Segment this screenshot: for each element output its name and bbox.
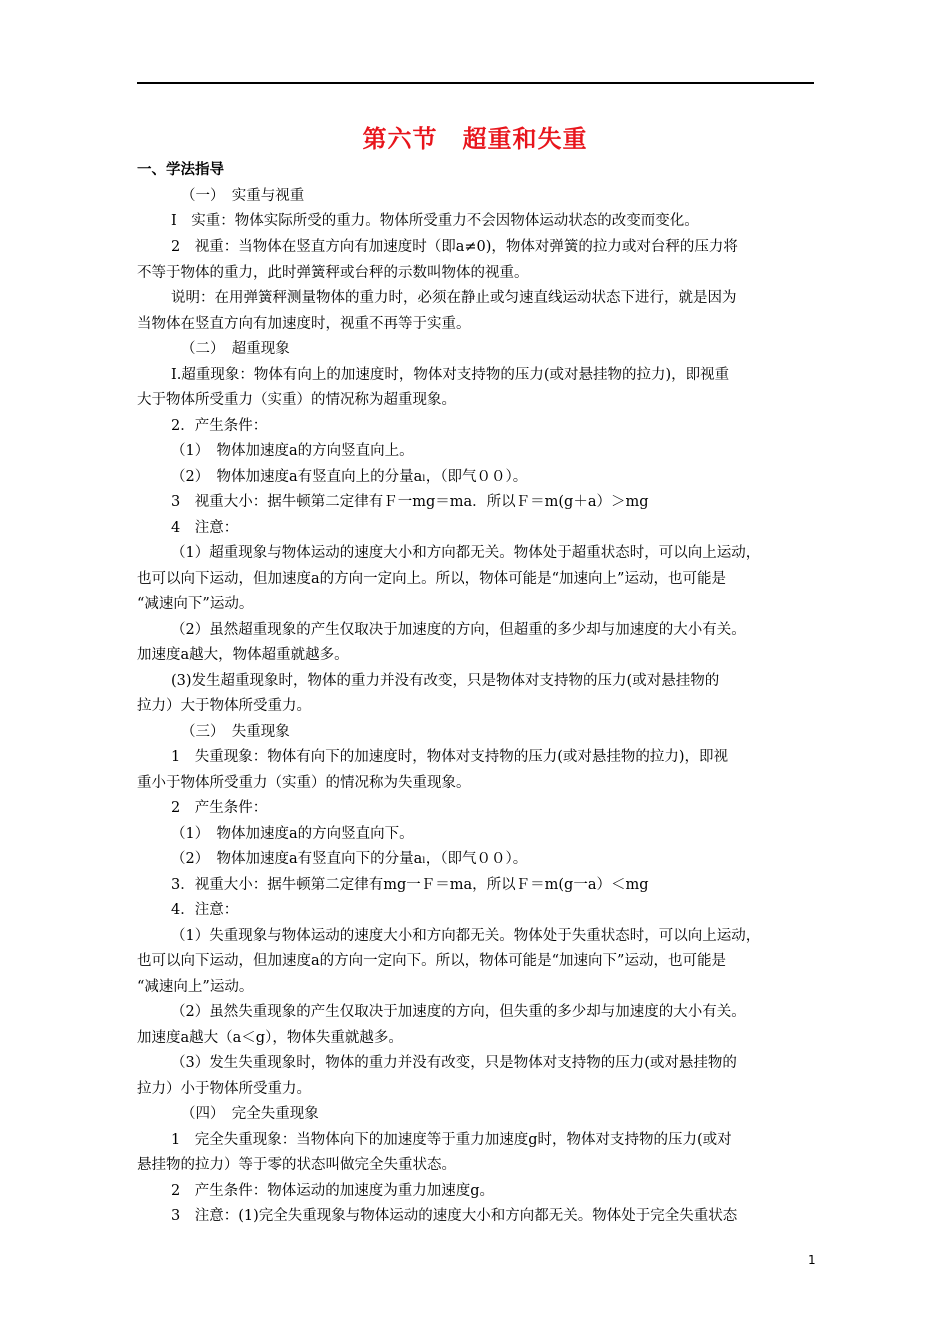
paragraph-line: （2）虽然超重现象的产生仅取决于加速度的方向，但超重的多少却与加速度的大小有关。 [171, 622, 746, 638]
paragraph-line: 2 视重：当物体在竖直方向有加速度时（即a≠0)，物体对弹簧的拉力或对台秤的压力将 [171, 239, 738, 255]
paragraph-line: 1 完全失重现象：当物体向下的加速度等于重力加速度g时，物体对支持物的压力(或对 [171, 1132, 732, 1148]
paragraph-line: 2 产生条件：物体运动的加速度为重力加速度g。 [171, 1183, 495, 1199]
paragraph-line: 当物体在竖直方向有加速度时，视重不再等于实重。 [137, 316, 471, 332]
paragraph-line: (3)发生超重现象时，物体的重力并没有改变，只是物体对支持物的压力(或对悬挂物的 [171, 673, 720, 689]
paragraph-line: 拉力）大于物体所受重力。 [137, 698, 311, 714]
paragraph-line: （1） 物体加速度a的方向竖直向上。 [171, 443, 414, 459]
paragraph-line: （1） 物体加速度a的方向竖直向下。 [171, 826, 414, 842]
paragraph-line: （2） 物体加速度a有竖直向上的分量aₗ，（即气００）。 [171, 469, 528, 485]
paragraph-line: 也可以向下运动，但加速度a的方向一定向上。所以，物体可能是“加速向上”运动，也可能是 [137, 571, 726, 587]
paragraph-line: 2 产生条件： [171, 800, 268, 816]
paragraph-line: 加速度a越大，物体超重就越多。 [137, 647, 349, 663]
paragraph-line: 4．注意： [171, 902, 239, 918]
paragraph-line: 大于物体所受重力（实重）的情况称为超重现象。 [137, 392, 456, 408]
paragraph-line: 4 注意： [171, 520, 239, 536]
page-number: 1 [808, 1253, 816, 1267]
paragraph-line: 1 失重现象：物体有向下的加速度时，物体对支持物的压力(或对悬挂物的拉力)，即视 [171, 749, 729, 765]
paragraph-line: 2．产生条件： [171, 418, 268, 434]
paragraph-line: 也可以向下运动，但加速度a的方向一定向下。所以，物体可能是“加速向下”运动，也可能是 [137, 953, 726, 969]
section-heading: 一、学法指导 [137, 162, 224, 178]
page-title: 第六节 超重和失重 [362, 125, 588, 153]
paragraph-line: 3 注意：(1)完全失重现象与物体运动的速度大小和方向都无关。物体处于完全失重状态 [171, 1208, 738, 1224]
paragraph-line: “减速向下”运动。 [137, 596, 254, 612]
paragraph-line: （2）虽然失重现象的产生仅取决于加速度的方向，但失重的多少却与加速度的大小有关。 [171, 1004, 746, 1020]
paragraph-line: （2） 物体加速度a有竖直向下的分量aₗ，（即气００）。 [171, 851, 528, 867]
paragraph-line: 重小于物体所受重力（实重）的情况称为失重现象。 [137, 775, 471, 791]
paragraph-line: （3）发生失重现象时，物体的重力并没有改变，只是物体对支持物的压力(或对悬挂物的 [171, 1055, 737, 1071]
paragraph-line: 不等于物体的重力，此时弹簧秤或台秤的示数叫物体的视重。 [137, 265, 529, 281]
paragraph-line: 说明：在用弹簧秤测量物体的重力时，必须在静止或匀速直线运动状态下进行，就是因为 [171, 290, 737, 306]
paragraph-line: 拉力）小于物体所受重力。 [137, 1081, 311, 1097]
subsection-heading: （四） 完全失重现象 [181, 1106, 319, 1122]
paragraph-line: （1）失重现象与物体运动的速度大小和方向都无关。物体处于失重状态时，可以向上运动， [171, 928, 761, 944]
subsection-heading: （二） 超重现象 [181, 341, 290, 357]
paragraph-line: 加速度a越大（a＜g），物体失重就越多。 [137, 1030, 403, 1046]
paragraph-line: 悬挂物的拉力）等于零的状态叫做完全失重状态。 [137, 1157, 456, 1173]
paragraph-line: “减速向上”运动。 [137, 979, 254, 995]
header-rule [137, 82, 814, 84]
subsection-heading: （一） 实重与视重 [181, 188, 305, 204]
paragraph-line: I.超重现象：物体有向上的加速度时，物体对支持物的压力(或对悬挂物的拉力)，即视重 [171, 367, 730, 383]
subsection-heading: （三） 失重现象 [181, 724, 290, 740]
paragraph-line: 3 视重大小：据牛顿第二定律有Ｆ一mg＝ma．所以Ｆ＝m(g＋a）＞mg [171, 494, 649, 510]
paragraph-line: I 实重：物体实际所受的重力。物体所受重力不会因物体运动状态的改变而变化。 [171, 213, 699, 229]
paragraph-line: （1）超重现象与物体运动的速度大小和方向都无关。物体处于超重状态时，可以向上运动， [171, 545, 761, 561]
paragraph-line: 3．视重大小：据牛顿第二定律有mg一Ｆ＝ma，所以Ｆ＝m(g一a）＜mg [171, 877, 649, 893]
